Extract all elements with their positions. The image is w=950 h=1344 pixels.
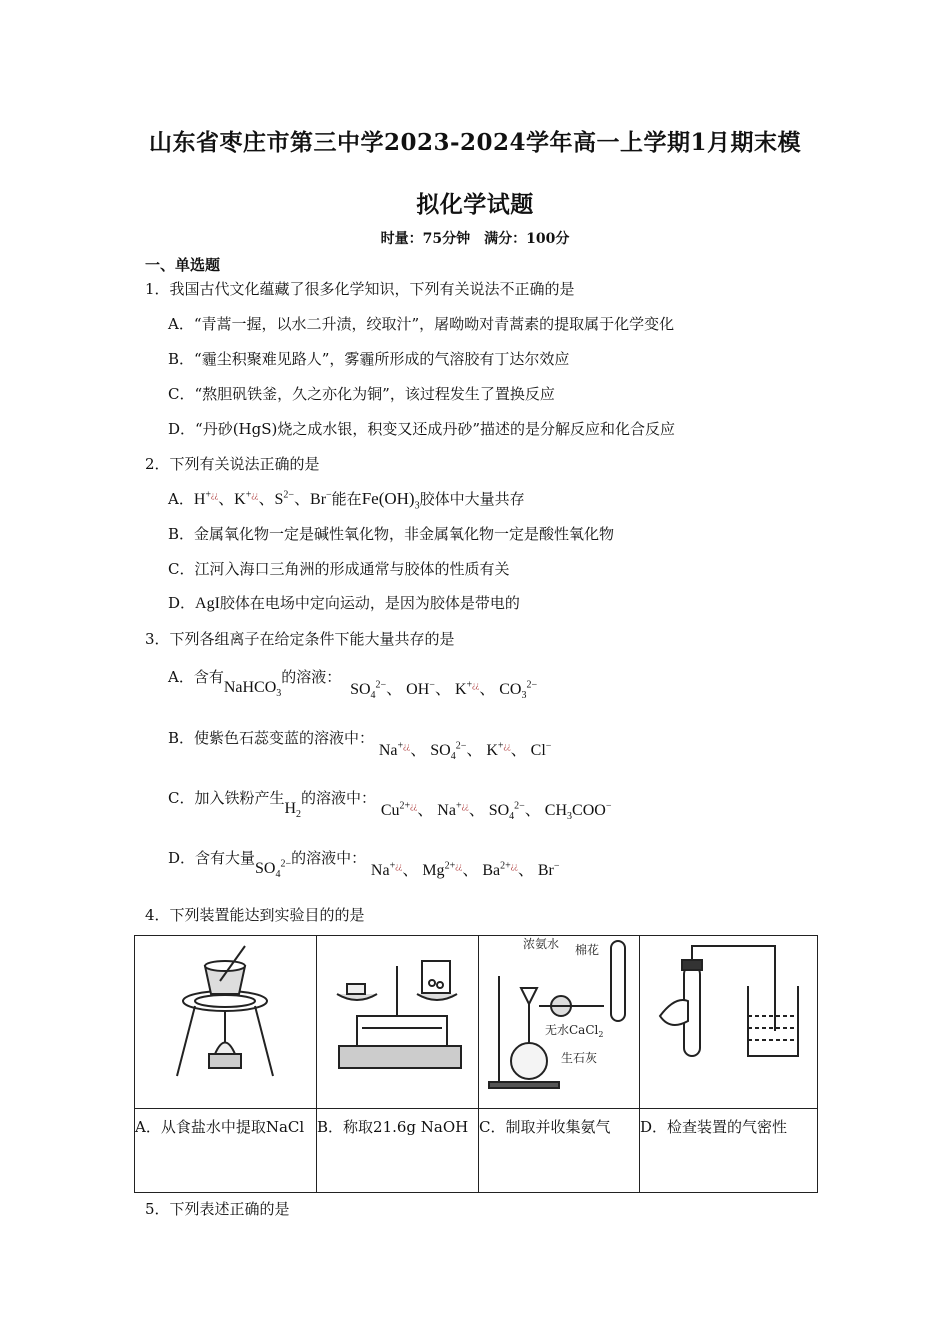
q2-option-a: A．H+¿¿、K+¿¿、$S^{2-}$、Br−能在$Fe(OH)_3$胶体中大量共存 [168,489,525,512]
apparatus-b-image [317,936,479,1109]
evaporation-icon [135,936,316,1108]
apparatus-a-image [135,936,317,1109]
ammonia-setup-icon [479,936,639,1108]
q4-stem: 4．下列装置能达到实验目的的是 [145,906,365,924]
q3-option-a: A．含有NaHCO$_3$的溶液： $SO_4^{2-}$、 OH−、 K+¿¿、 $CO_3^{2-}$ [168,668,538,702]
apparatus-table [134,935,818,1193]
q2-stem: 2．下列有关说法正确的是 [145,455,320,473]
q3-option-c: C．加入铁粉产生$H_2$的溶液中： $Cu^{2+¿¿}$、 Na+¿¿、 $SO_4^{2-}$、 $CH_3COO^-$ [168,789,612,823]
q2-option-c: C．江河入海口三角洲的形成通常与胶体的性质有关 [168,560,510,578]
title-line-1: 山东省枣庄市第三中学2023-2024学年高一上学期1月期末模 [148,129,802,156]
apparatus-a-caption: A．从食盐水中提取NaCl [135,1109,317,1193]
q1-option-a: A．“青蒿一握，以水二升渍，绞取汁”，屠呦呦对青蒿素的提取属于化学变化 [168,315,675,333]
q1-stem: 1．我国古代文化蕴藏了很多化学知识，下列有关说法不正确的是 [145,280,575,298]
label-cotton: 棉花 [575,943,600,957]
apparatus-b-caption: B．称取21.6g NaOH [317,1109,479,1193]
section-heading: 一、单选题 [145,256,221,274]
apparatus-d-caption: D．检查装置的气密性 [640,1109,818,1193]
q5-stem: 5．下列表述正确的是 [145,1200,290,1218]
exam-meta: 时量：75分钟 满分：100分 [380,231,570,247]
q1-option-c: C．“熬胆矾铁釜，久之亦化为铜”，该过程发生了置换反应 [168,385,555,403]
apparatus-c-image [479,936,640,1109]
q3-stem: 3．下列各组离子在给定条件下能大量共存的是 [145,630,455,648]
label-lime: 生石灰 [561,1051,598,1065]
apparatus-d-image [640,936,818,1109]
label-ammonia: 浓氨水 [523,937,560,951]
q3-option-b: B．使紫色石蕊变蓝的溶液中： Na+¿¿、 $SO_4^{2-}$、 K+¿¿、 Cl− [168,729,552,763]
q2-option-b: B．金属氧化物一定是碱性氧化物，非金属氧化物一定是酸性氧化物 [168,525,615,543]
label-cacl2: 无水CaCl$_2$ [545,1023,604,1039]
q3-option-d: D．含有大量$SO_4^{2-}$的溶液中： Na+¿¿、 $Mg^{2+¿¿}$、 $Ba^{2+¿¿}$、 Br− [168,849,560,881]
q1-option-d: D．“丹砂(HgS)烧之成水银，积变又还成丹砂”描述的是分解反应和化合反应 [168,420,676,438]
title-line-2: 拟化学试题 [416,191,534,218]
balance-icon [317,936,478,1108]
airtightness-icon [640,936,817,1108]
q2-option-d: D．AgI胶体在电场中定向运动，是因为胶体是带电的 [168,594,520,612]
q1-option-b: B．“霾尘积聚难见路人”，雾霾所形成的气溶胶有丁达尔效应 [168,350,570,368]
apparatus-c-caption: C．制取并收集氨气 [479,1109,640,1193]
